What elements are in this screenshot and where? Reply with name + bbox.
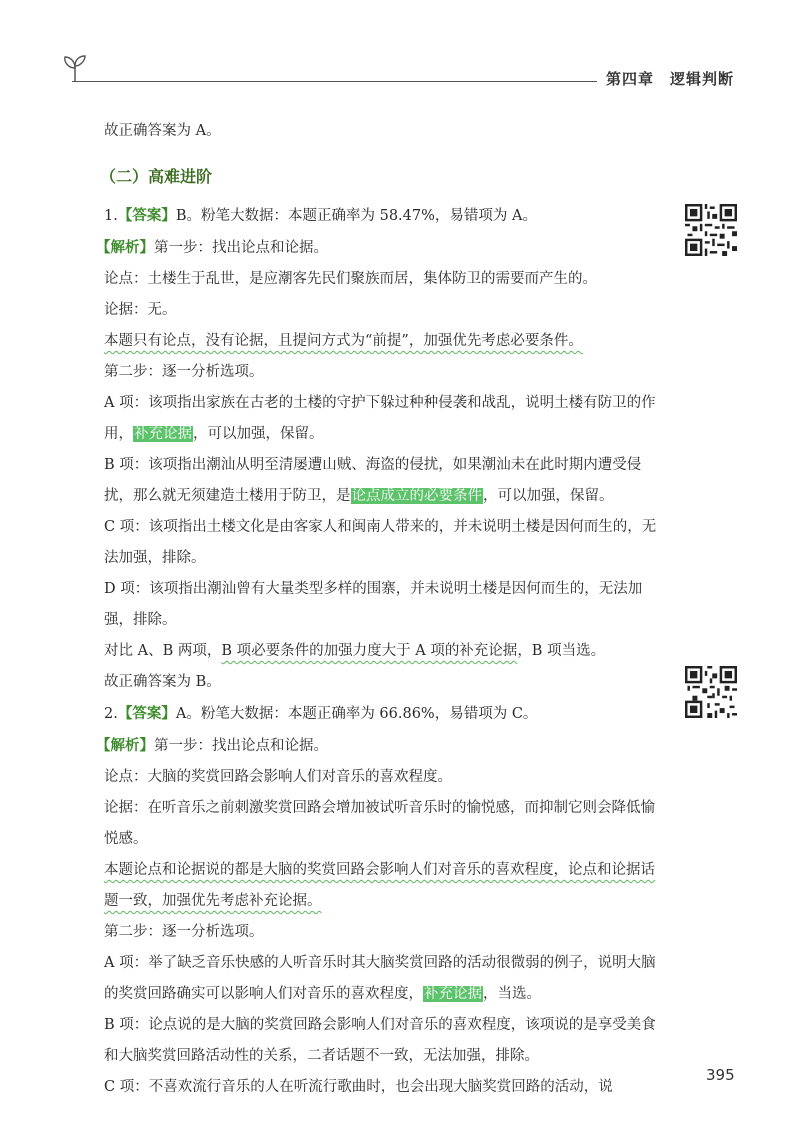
q1-evidence: 论据：无。 xyxy=(104,302,177,318)
q1-answer: 1.【答案】B。粉笔大数据：本题正确率为 58.47%，易错项为 A。 xyxy=(104,207,537,224)
q1-option-d: D 项：该项指出潮汕曾有大量类型多样的围寨，并未说明土楼是因何而生的，无法加强，排除。 xyxy=(104,581,643,628)
sprout-icon xyxy=(60,52,90,84)
q2-answer: 2.【答案】A。粉笔大数据：本题正确率为 66.86%，易错项为 C。 xyxy=(104,705,538,722)
qr-code-icon[interactable] xyxy=(685,204,737,256)
q2-point: 论点：大脑的奖赏回路会影响人们对音乐的喜欢程度。 xyxy=(104,769,452,785)
q1-point: 论点：土楼生于乱世，是应潮客先民们聚族而居，集体防卫的需要而产生的。 xyxy=(104,271,597,287)
q1-analysis: 【解析】第一步：找出论点和论据。 xyxy=(96,239,328,256)
analysis-tag: 【解析】 xyxy=(96,737,154,754)
chapter-title: 第四章 逻辑判断 xyxy=(606,70,735,88)
highlight: 补充论据 xyxy=(134,426,192,442)
q1-option-c: C 项：该项指出土楼文化是由客家人和闽南人带来的，并未说明土楼是因何而生的，无法加强，排除。 xyxy=(104,519,657,566)
q2-note: 本题论点和论据说的都是大脑的奖赏回路会影响人们对音乐的喜欢程度，论点和论据话题一致，加强优先考虑补充论据。 xyxy=(104,862,655,909)
q2-option-b: B 项：论点说的是大脑的奖赏回路会影响人们对音乐的喜欢程度，该项说的是享受美食和大脑奖赏回路活动性的关系，二者话题不一致，无法加强，排除。 xyxy=(104,1017,656,1064)
page-number: 395 xyxy=(706,1066,735,1084)
q1-compare: 对比 A、B 两项，B 项必要条件的加强力度大于 A 项的补充论据，B 项当选。 xyxy=(104,643,606,659)
page-header xyxy=(0,0,800,100)
answer-tag: 【答案】 xyxy=(117,207,176,224)
highlight: 补充论据 xyxy=(424,986,482,1002)
q1-option-b: B 项：该项指出潮汕从明至清屡遭山贼、海盗的侵扰，如果潮汕未在此时期内遭受侵扰，那么就无须建造土楼用于防卫，是论点成立的必要条件，可以加强，保留。 xyxy=(104,457,642,504)
q1-note: 本题只有论点，没有论据，且提问方式为“前提”，加强优先考虑必要条件。 xyxy=(104,333,583,349)
q1-step2: 第二步：逐一分析选项。 xyxy=(104,364,264,380)
q1-final: 故正确答案为 B。 xyxy=(104,674,221,690)
q2-option-a: A 项：举了缺乏音乐快感的人听音乐时其大脑奖赏回路的活动很微弱的例子，说明大脑的奖赏回路确实可以影响人们对音乐的喜欢程度，补充论据，当选。 xyxy=(104,955,656,1002)
analysis-tag: 【解析】 xyxy=(96,239,154,256)
highlight: 论点成立的必要条件 xyxy=(351,488,482,504)
q2-analysis: 【解析】第一步：找出论点和论据。 xyxy=(96,737,328,754)
q2-option-c: C 项：不喜欢流行音乐的人在听流行歌曲时，也会出现大脑奖赏回路的活动，说 xyxy=(104,1079,613,1095)
q2-step2: 第二步：逐一分析选项。 xyxy=(104,924,264,940)
header-rule xyxy=(72,81,597,82)
q2-evidence: 论据：在听音乐之前刺激奖赏回路会增加被试听音乐时的愉悦感，而抑制它则会降低愉悦感。 xyxy=(104,800,655,847)
paragraph: 故正确答案为 A。 xyxy=(104,123,221,139)
q1-option-a: A 项：该项指出家族在古老的土楼的守护下躲过种种侵袭和战乱，说明土楼有防卫的作用，补充论据，可以加强，保留。 xyxy=(104,395,656,442)
document-body xyxy=(96,116,664,1103)
answer-tag: 【答案】 xyxy=(117,705,176,722)
section-heading: （二）高难进阶 xyxy=(100,167,213,186)
qr-code-icon[interactable] xyxy=(685,666,737,718)
